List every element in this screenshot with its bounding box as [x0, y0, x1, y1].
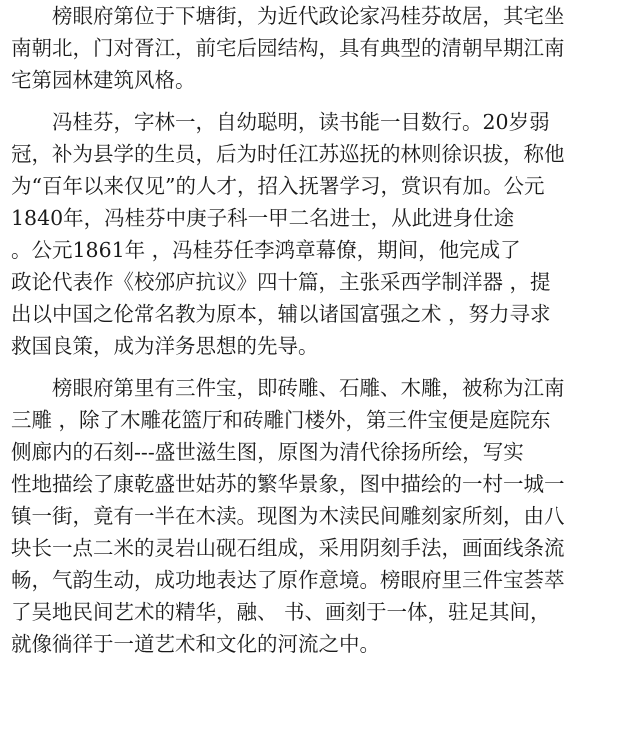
- text-line: 性地描绘了康乾盛世姑苏的繁华景象，图中描绘的一村一城一: [11, 472, 565, 496]
- text-line: 南朝北，门对胥江，前宅后园结构，具有典型的清朝早期江南: [11, 36, 565, 60]
- paragraph-gap: [11, 362, 635, 372]
- text-line: 为“百年以来仅见”的人才，招入抚署学习，赏识有加。公元: [11, 174, 545, 198]
- text-line: 镇一街，竟有一半在木渎。现图为木渎民间雕刻家所刻，由八: [11, 504, 565, 528]
- text-line: 榜眼府第位于下塘街，为近代政论家冯桂芬故居，其宅坐: [52, 4, 565, 28]
- paragraph-3: [11, 372, 635, 660]
- paragraph-2: [11, 106, 635, 362]
- text-line: 块长一点二米的灵岩山砚石组成，采用阴刻手法，画面线条流: [11, 536, 565, 560]
- text-line: 宅第园林建筑风格。: [11, 68, 196, 92]
- text-line: 冠，补为县学的生员，后为时任江苏巡抚的林则徐识拔，称他: [11, 142, 565, 166]
- text-line: 侧廊内的石刻---盛世滋生图，原图为清代徐扬所绘，写实: [11, 440, 524, 464]
- text-line: 就像徜徉于一道艺术和文化的河流之中。: [11, 632, 380, 656]
- text-line: 冯桂芬，字林一，自幼聪明，读书能一目数行。20岁弱: [52, 110, 550, 134]
- text-line: 出以中国之伦常名教为原本，辅以诸国富强之术 ，努力寻求: [11, 302, 551, 326]
- document-body: [11, 0, 635, 660]
- text-line: 了吴地民间艺术的精华，融、 书、画刻于一体，驻足其间，: [11, 600, 551, 624]
- text-line: 畅，气韵生动，成功地表达了原作意境。榜眼府里三件宝荟萃: [11, 568, 565, 592]
- text-line: 政论代表作《校邠庐抗议》四十篇，主张采西学制洋器 ，提: [11, 270, 551, 294]
- paragraph-gap: [11, 96, 635, 106]
- text-line: 。公元1861年 ，冯桂芬任李鸿章幕僚，期间，他完成了: [11, 238, 521, 262]
- text-line: 救国良策，成为洋务思想的先导。: [11, 334, 319, 358]
- text-line: 三雕 ，除了木雕花篮厅和砖雕门楼外，第三件宝便是庭院东: [11, 408, 551, 432]
- text-line: 榜眼府第里有三件宝，即砖雕、石雕、木雕，被称为江南: [52, 376, 565, 400]
- paragraph-1: [11, 0, 635, 96]
- text-line: 1840年，冯桂芬中庚子科一甲二名进士，从此进身仕途: [11, 206, 515, 230]
